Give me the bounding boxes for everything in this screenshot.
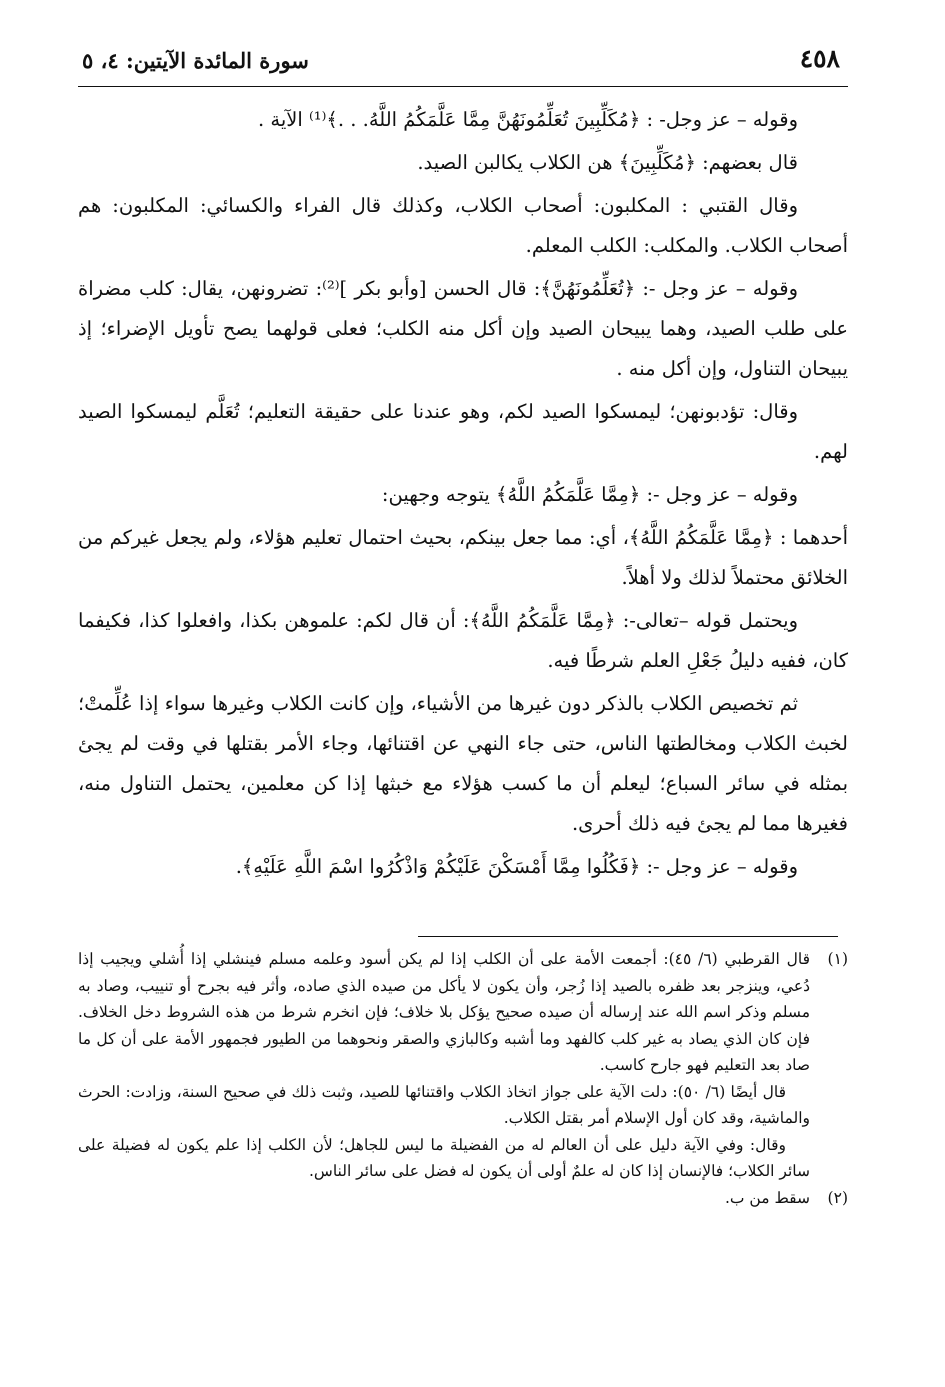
paragraph: أحدهما : ﴿مِمَّا عَلَّمَكُمُ اللَّهُ﴾، أي: مما جعل بينكم، بحيث احتمال تعليم هؤلاء، ولم يجعل غيركم من الخلائق محتملاً لذلك ولا أهلاً. xyxy=(78,526,848,589)
paragraph: وقوله – عز وجل -: ﴿مِمَّا عَلَّمَكُمُ اللَّهُ﴾ يتوجه وجهين: xyxy=(381,483,798,506)
footnote-marker: (١) xyxy=(827,950,848,968)
paragraph: وقال القتبي : المكلبون: أصحاب الكلاب، وكذلك قال الفراء والكسائي: المكلبون: هم أصحاب الكلاب. والمكلب: الكلب المعلم. xyxy=(78,194,848,257)
paragraph: ويحتمل قوله –تعالى-: ﴿مِمَّا عَلَّمَكُمُ اللَّهُ﴾: أن قال لكم: علموهن بكذا، وافعلوا كذا، فكيفما كان، ففيه دليلُ جَعْلِ العلم شرطًا فيه. xyxy=(78,609,848,672)
footnote-paragraph: قال أيضًا (٦/ ٥٠): دلت الآية على جواز اتخاذ الكلاب واقتنائها للصيد، وثبت ذلك في صحيح السنة، وزادت: الحرث والماشية، وقد كان أول الإسلام أمر بقتل الكلاب. xyxy=(78,1082,810,1127)
page-header xyxy=(78,40,848,84)
footnote-marker: (٢) xyxy=(827,1188,848,1207)
paragraph: وقال: تؤدبونهن؛ ليمسكوا الصيد لكم، وهو عندنا على حقيقة التعليم؛ تُعَلَّم ليمسكوا الصيد لهم. xyxy=(78,400,848,463)
running-title: سورة المائدة الآيتين: ٤، ٥ xyxy=(82,48,309,73)
paragraph: وقوله – عز وجل -: ﴿تُعَلِّمُونَهُنَّ﴾: قال الحسن [وأبو بكر ]⁽²⁾: تضرونهن، يقال: كلب مضراة على طلب الصيد، وهما يبيحان الصيد وإن أكل منه الكلب؛ فعلى قولهما يصح تأويل الإضراء؛ إذ يبيحان التناول، وإن أكل منه . xyxy=(78,277,848,380)
footnotes xyxy=(78,946,848,1211)
header-divider xyxy=(78,86,848,87)
paragraph: قال بعضهم: ﴿مُكَلِّبِينَ﴾ هن الكلاب يكالبن الصيد. xyxy=(417,151,798,174)
footnote-paragraph: وقال: وفي الآية دليل على أن العالم له من الفضيلة ما ليس للجاهل؛ لأن الكلب إذا علم يكون له فضيلة على سائر الكلاب؛ فالإنسان إذا كان له علمٌ أولى أن يكون له فضل على سائر الناس. xyxy=(78,1135,810,1180)
page-number: ٤٥٨ xyxy=(799,44,840,73)
footnote-text: سقط من ب. xyxy=(724,1188,810,1207)
paragraph: ثم تخصيص الكلاب بالذكر دون غيرها من الأشياء، وإن كانت الكلاب وغيرها سواء إذا عُلِّمتْ؛ لخبث الكلاب ومخالطتها الناس، حتى جاء النهي عن اقتنائها، وجاء الأمر بقتلها في وقت لم يجئ بمثله في سائر السباع؛ ليعلم أن ما كسب هؤلاء مع خبثها إذا كن معلمين، يحتمل التناول منه، فغيرها مما لم يجئ فيه ذلك أحرى. xyxy=(78,692,848,835)
footnote-divider xyxy=(418,936,838,937)
main-text xyxy=(78,100,848,890)
paragraph: وقوله – عز وجل -: ﴿فَكُلُوا مِمَّا أَمْسَكْنَ عَلَيْكُمْ وَاذْكُرُوا اسْمَ اللَّهِ عَلَيْهِ﴾. xyxy=(235,855,798,878)
paragraph: وقوله – عز وجل- : ﴿مُكَلِّبِينَ تُعَلِّمُونَهُنَّ مِمَّا عَلَّمَكُمُ اللَّهُ. . .﴾⁽¹⁾ الآية . xyxy=(257,108,798,131)
footnote-1 xyxy=(78,946,848,1079)
footnote-1-continuation xyxy=(78,1079,848,1185)
footnote-text: قال القرطبي (٦/ ٤٥): أجمعت الأمة على أن الكلب إذا لم يكن أسود وعلمه مسلم فينشلي إذا أُشلي ويجيب إذا دُعي، وينزجر بعد ظفره بالصيد إذا زُجر، وأن يكون لا يأكل من صيده الذي صاده، وأثر فيه بجرح أو تنييب، وصاد به مسلم وذكر اسم الله عند إرساله أن صيده صحيح يؤكل بلا خلاف؛ فإن انخرم شرط من هذه الشروط دخل الخلاف. فإن كان الذي يصاد به غير كلب كالفهد وما أشبه وكالبازي والصقر ونحوهما من الطيور فجمهور الأمة على أن كل ما صاد بعد التعليم فهو جارح كاسب. xyxy=(78,950,810,1074)
footnote-2 xyxy=(78,1185,848,1212)
book-page xyxy=(78,40,848,1207)
